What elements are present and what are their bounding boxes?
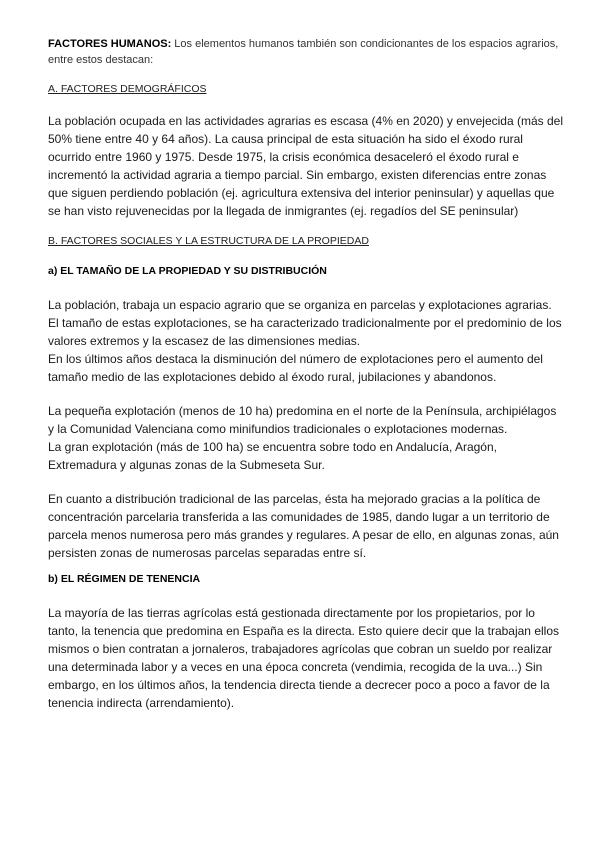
section-a-paragraph: La población ocupada en las actividades agrarias es escasa (4% en 2020) y envejecida (más del 50% tiene entre 40 y 64 años). La causa principal de esta situación ha sido el éxodo rural ocurrido entre 1960 y 1975. Desde 1975, la crisis económica desaceleró el éxodo rural e incrementó la actividad agraria a tiempo parcial. Sin embargo, existen diferencias entre zonas que siguen perdiendo población (ej. agricultura extensiva del interior peninsular) y aquellas que se han visto rejuvenecidas por la llegada de inmigrantes (ej. regadíos del SE peninsular) xyxy=(48,114,563,218)
subsection-a-heading: a) EL TAMAÑO DE LA PROPIEDAD Y SU DISTRIBUCIÓN xyxy=(48,265,327,277)
subsection-a-paragraph-1: La población, trabaja un espacio agrario que se organiza en parcelas y explotaciones agrarias. El tamaño de estas explotaciones, se ha caracterizado tradicionalmente por el predominio de los valores extremos y la escasez de las dimensiones medias. xyxy=(48,298,562,348)
subsection-b-heading: b) EL RÉGIMEN DE TENENCIA xyxy=(48,573,201,585)
intro-text: Los elementos humanos también son condicionantes de los espacios agrarios, entre estos destacan: xyxy=(48,38,559,66)
section-b-heading: B. FACTORES SOCIALES Y LA ESTRUCTURA DE LA PROPIEDAD xyxy=(48,235,369,247)
subsection-a-paragraph-5: En cuanto a distribución tradicional de las parcelas, ésta ha mejorado gracias a la política de concentración parcelaria transferida a las comunidades de 1985, dando lugar a un territorio de parcela menos numerosa pero más grandes y regulares. A pesar de ello, en algunas zonas, aún persisten zonas de numerosas parcelas separadas entre sí. xyxy=(48,492,559,560)
intro-lead: FACTORES HUMANOS: xyxy=(48,38,172,50)
subsection-a-paragraph-3: La pequeña explotación (menos de 10 ha) predomina en el norte de la Península, archipiélagos y la Comunidad Valenciana como minifundios tradicionales o explotaciones modernas. xyxy=(48,404,557,436)
subsection-b-paragraph-1: La mayoría de las tierras agrícolas está gestionada directamente por los propietarios, por lo tanto, la tenencia que predomina en España es la directa. Esto quiere decir que la trabajan ellos mismos o bien contratan a jornaleros, trabajadores agrícolas que cobran un sueldo por realizar una determinada labor y a veces en una época concreta (vendimia, recogida de la uva...) Sin embargo, en los últimos años, la tendencia directa tiende a decrecer poco a poco a favor de la tenencia indirecta (arrendamiento). xyxy=(48,606,559,710)
subsection-a-paragraph-2: En los últimos años destaca la disminución del número de explotaciones pero el aumento del tamaño medio de las explotaciones debido al éxodo rural, jubilaciones y abandonos. xyxy=(48,352,543,384)
section-a-heading: A. FACTORES DEMOGRÁFICOS xyxy=(48,83,207,95)
intro-paragraph xyxy=(48,36,563,68)
subsection-a-paragraph-4: La gran explotación (más de 100 ha) se encuentra sobre todo en Andalucía, Aragón, Extremadura y algunas zonas de la Submeseta Sur. xyxy=(48,440,497,472)
document-page xyxy=(48,36,563,724)
